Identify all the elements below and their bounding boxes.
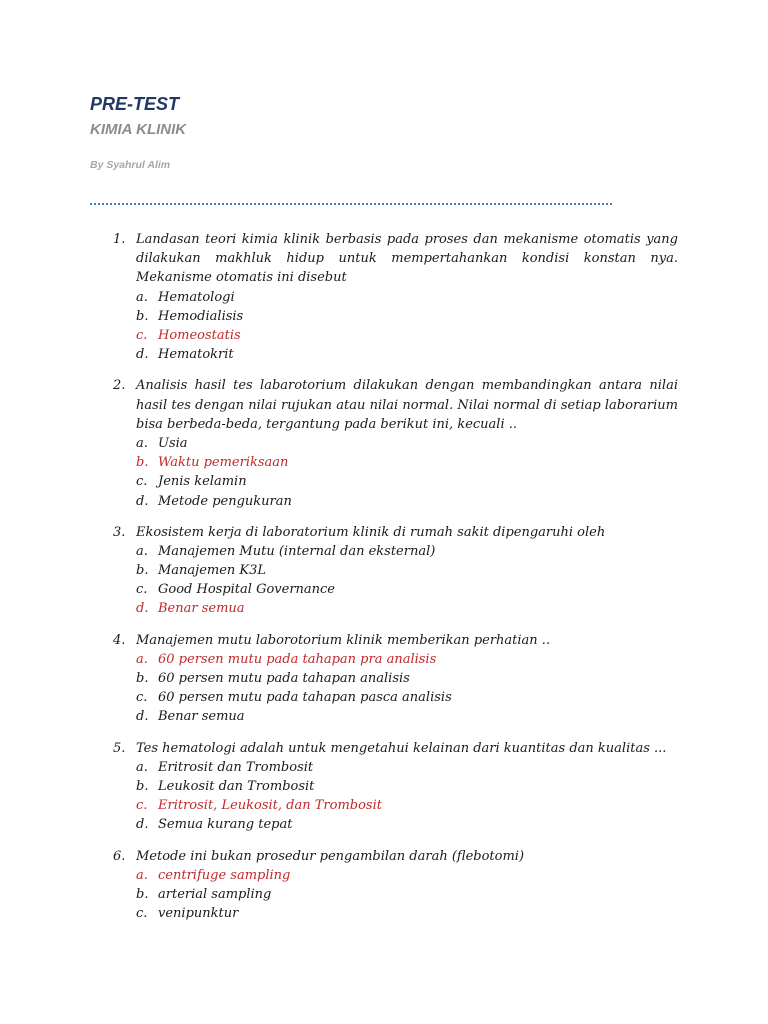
- option-letter: a.: [136, 543, 148, 559]
- answer-option: [0, 472, 768, 491]
- option-text: Waktu pemeriksaan: [158, 455, 289, 471]
- option-text: Usia: [158, 435, 188, 451]
- option-letter: b.: [136, 886, 149, 902]
- dotted-divider: [90, 203, 612, 205]
- option-text: Manajemen Mutu (internal dan eksternal): [158, 543, 436, 559]
- answer-option: [0, 288, 768, 307]
- answer-option: [0, 561, 768, 580]
- option-text: arterial sampling: [158, 886, 272, 902]
- option-letter: c.: [136, 690, 148, 706]
- question-text: Ekosistem kerja di laboratorium klinik di rumah sakit dipengaruhi oleh: [136, 524, 606, 540]
- option-text: centrifuge sampling: [158, 867, 291, 883]
- option-text: Homeostatis: [158, 327, 241, 343]
- option-text: Good Hospital Governance: [158, 582, 336, 598]
- question-number: 4.: [113, 632, 126, 648]
- option-letter: a.: [136, 435, 148, 451]
- option-text: Benar semua: [158, 601, 245, 617]
- answer-option-correct: [0, 326, 768, 345]
- option-text: Hemodialisis: [158, 308, 244, 324]
- page-title: PRE-TEST: [90, 94, 180, 114]
- answer-options: [0, 288, 768, 365]
- question-text: Landasan teori kimia klinik berbasis pada proses dan mekanisme otomatis yang dilakukan makhluk hidup untuk mempertahankan kondisi konstan nya. Mekanisme otomatis ini disebut: [136, 232, 678, 286]
- option-letter: d.: [136, 601, 149, 617]
- option-letter: c.: [136, 327, 148, 343]
- question-item: [0, 523, 768, 619]
- option-text: Leukosit dan Trombosit: [158, 779, 315, 795]
- option-text: 60 persen mutu pada tahapan pasca analisis: [158, 690, 452, 706]
- author-line: By Syahrul Alim: [90, 159, 171, 171]
- answer-option-correct: [0, 796, 768, 815]
- answer-option: [0, 542, 768, 561]
- answer-options: [0, 434, 768, 511]
- option-letter: b.: [136, 455, 149, 471]
- answer-option: [0, 345, 768, 364]
- question-text: Metode ini bukan prosedur pengambilan darah (flebotomi): [136, 848, 525, 864]
- answer-option-correct: [0, 599, 768, 618]
- option-letter: a.: [136, 867, 148, 883]
- answer-option: [0, 885, 768, 904]
- answer-option: [0, 669, 768, 688]
- option-text: Metode pengukuran: [158, 493, 292, 509]
- option-letter: d.: [136, 709, 149, 725]
- answer-option: [0, 707, 768, 726]
- question-number: 6.: [113, 848, 126, 864]
- question-number: 1.: [113, 232, 126, 247]
- option-letter: b.: [136, 563, 149, 579]
- option-letter: c.: [136, 474, 148, 490]
- answer-option: [0, 307, 768, 326]
- page-subtitle: KIMIA KLINIK: [90, 121, 187, 138]
- answer-option-correct: [0, 650, 768, 669]
- answer-option: [0, 688, 768, 707]
- option-text: Benar semua: [158, 709, 245, 725]
- option-text: Hematologi: [158, 289, 235, 305]
- answer-option: [0, 580, 768, 599]
- answer-options: [0, 866, 768, 924]
- option-letter: a.: [136, 651, 148, 667]
- answer-option: [0, 904, 768, 923]
- option-text: 60 persen mutu pada tahapan pra analisis: [158, 651, 437, 667]
- question-text: Manajemen mutu laborotorium klinik memberikan perhatian ..: [136, 632, 551, 648]
- answer-options: [0, 542, 768, 619]
- answer-options: [0, 758, 768, 835]
- option-letter: b.: [136, 779, 149, 795]
- option-text: Hematokrit: [158, 347, 234, 363]
- question-item: [0, 376, 768, 510]
- question-item: [0, 230, 768, 364]
- question-text: Analisis hasil tes labarotorium dilakukan dengan membandingkan antara nilai hasil tes dengan nilai rujukan atau nilai normal. Nilai normal di setiap laborarium bisa berbeda-beda, tergantung pada berikut ini, kecuali ..: [136, 378, 678, 432]
- question-item: [0, 739, 768, 835]
- question-item: [0, 631, 768, 727]
- answer-option: [0, 434, 768, 453]
- option-text: Semua kurang tepat: [158, 817, 293, 833]
- question-number: 2.: [113, 378, 126, 394]
- option-text: venipunktur: [158, 906, 239, 922]
- option-letter: a.: [136, 759, 148, 775]
- question-number: 5.: [113, 740, 126, 756]
- option-text: Eritrosit dan Trombosit: [158, 759, 314, 775]
- option-letter: c.: [136, 798, 148, 814]
- answer-option: [0, 492, 768, 511]
- option-letter: c.: [136, 582, 148, 598]
- option-letter: c.: [136, 906, 148, 922]
- question-number: 3.: [113, 524, 126, 540]
- option-letter: d.: [136, 493, 149, 509]
- option-text: Eritrosit, Leukosit, dan Trombosit: [158, 798, 382, 814]
- answer-option-correct: [0, 453, 768, 472]
- answer-option: [0, 815, 768, 834]
- question-list: [0, 230, 768, 935]
- option-letter: d.: [136, 817, 149, 833]
- option-letter: d.: [136, 347, 149, 363]
- option-text: Jenis kelamin: [158, 474, 247, 490]
- answer-option-correct: [0, 866, 768, 885]
- answer-options: [0, 650, 768, 727]
- answer-option: [0, 758, 768, 777]
- option-letter: b.: [136, 671, 149, 687]
- option-text: Manajemen K3L: [158, 563, 267, 579]
- answer-option: [0, 777, 768, 796]
- option-letter: b.: [136, 308, 149, 324]
- question-item: [0, 847, 768, 924]
- option-letter: a.: [136, 289, 148, 305]
- option-text: 60 persen mutu pada tahapan analisis: [158, 671, 410, 687]
- question-text: Tes hematologi adalah untuk mengetahui kelainan dari kuantitas dan kualitas ...: [136, 740, 667, 756]
